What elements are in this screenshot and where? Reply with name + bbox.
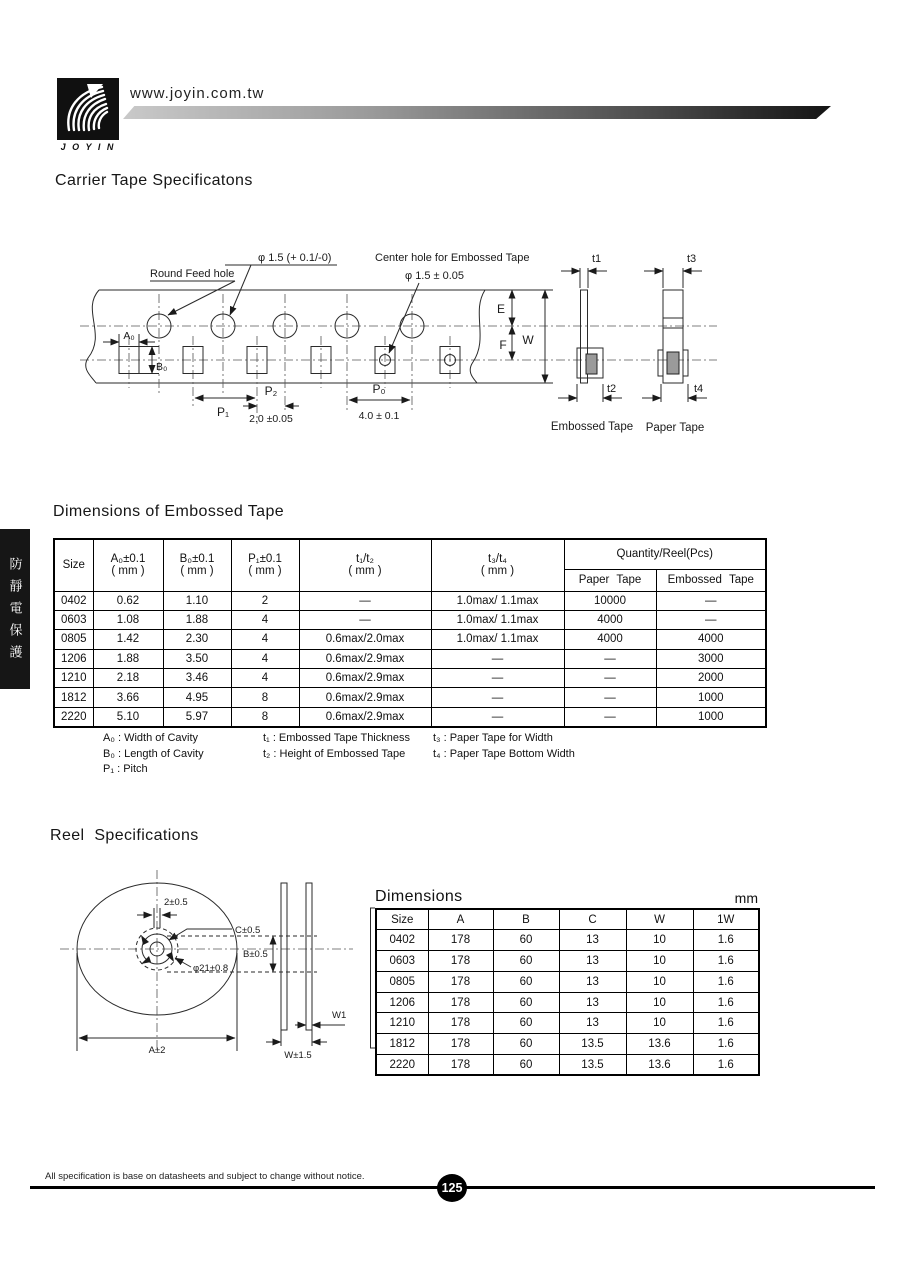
logo-wordmark: J O Y I N (60, 142, 116, 152)
table-cell: 2000 (656, 669, 766, 688)
table-cell: 10000 (564, 591, 656, 610)
svg-text:t3: t3 (687, 253, 697, 265)
table-cell: 178 (428, 951, 493, 972)
header-gradient-bar (123, 106, 831, 119)
table-cell: 178 (428, 1034, 493, 1055)
reel-dimensions-table (375, 908, 760, 1076)
table-cell: 1.08 (93, 610, 163, 629)
svg-text:Paper Tape: Paper Tape (645, 422, 705, 434)
table-cell: 178 (428, 1013, 493, 1034)
table-cell: 1210 (376, 1013, 428, 1034)
table-cell: 60 (493, 1013, 559, 1034)
table-cell: 1.6 (693, 1034, 759, 1055)
table-cell: — (431, 669, 564, 688)
paper-tape-side-view (642, 253, 707, 434)
table-cell: 1.10 (163, 591, 231, 610)
table-cell: 1.6 (693, 1055, 759, 1076)
svg-text:2±0.5: 2±0.5 (164, 897, 188, 908)
center-hole-diameter-label: φ 1.5 ± 0.05 (405, 270, 465, 282)
table-row (376, 1034, 759, 1055)
reel-dimensions-unit: mm (734, 890, 758, 906)
table-cell: 13.5 (559, 1034, 626, 1055)
table-cell: 178 (428, 971, 493, 992)
svg-text:P₁: P₁ (216, 405, 230, 419)
table-cell: 0603 (54, 610, 93, 629)
construction-lines (129, 294, 450, 424)
footnote-line: P₁ : Pitch (103, 763, 148, 775)
embossed-tape-side-view (551, 253, 633, 433)
table-cell: 1.42 (93, 630, 163, 649)
feed-hole-diameter-label: φ 1.5 (+ 0.1/-0) (258, 252, 332, 264)
table-cell: 4 (231, 669, 299, 688)
svg-text:W1: W1 (332, 1010, 347, 1021)
reel-dimensions-title: Dimensions (375, 888, 463, 905)
w-dimension (266, 1030, 327, 1061)
table-cell: 4.95 (163, 688, 231, 707)
svg-text:W: W (522, 333, 534, 347)
table-cell: — (431, 688, 564, 707)
table-cell: 0.6max/2.0max (299, 630, 431, 649)
hub-slot-dimension (137, 897, 188, 915)
carrier-tape-title: Carrier Tape Specificatons (55, 172, 253, 189)
table-cell: 1206 (376, 992, 428, 1013)
p0-dimension (349, 382, 410, 422)
table-cell: — (564, 688, 656, 707)
table-cell: 0.6max/2.9max (299, 649, 431, 668)
col-header-embossed-tape: Embossed Tape (656, 569, 766, 591)
svg-text:F: F (499, 338, 507, 352)
table-cell: 13 (559, 1013, 626, 1034)
reel-side-view (281, 883, 375, 1048)
svg-text:P₂: P₂ (264, 384, 278, 398)
svg-text:E: E (496, 302, 506, 316)
table-row (54, 688, 766, 707)
table-cell: 10 (626, 951, 693, 972)
reel-dimensions-section (375, 884, 758, 1076)
website-url[interactable]: www.joyin.com.tw (130, 85, 265, 102)
table-cell: 3.66 (93, 688, 163, 707)
svg-text:B₀: B₀ (156, 361, 168, 373)
reel-col-size: Size (376, 909, 428, 930)
table-cell: 2.18 (93, 669, 163, 688)
table-cell: 0.62 (93, 591, 163, 610)
efw-dimensions (497, 290, 545, 383)
table-cell: 4 (231, 649, 299, 668)
table-cell: 1000 (656, 688, 766, 707)
table-cell: — (299, 591, 431, 610)
table-cell: 8 (231, 707, 299, 726)
table-cell: 4000 (564, 610, 656, 629)
table-cell: 8 (231, 688, 299, 707)
table-cell: 4000 (656, 630, 766, 649)
col-header-t3t4: t₃/t₄ ( mm ) (431, 539, 564, 591)
table-cell: 13 (559, 971, 626, 992)
table-cell: — (564, 707, 656, 726)
table-row (376, 1055, 759, 1076)
table-cell: 10 (626, 930, 693, 951)
c-dimension (169, 925, 260, 940)
table-cell: — (564, 669, 656, 688)
footnote-column (103, 731, 204, 778)
table-cell: 0.6max/2.9max (299, 669, 431, 688)
footnote-line: t₄ : Paper Tape Bottom Width (433, 747, 575, 760)
table-cell: 4000 (564, 630, 656, 649)
svg-text:4.0 ± 0.1: 4.0 ± 0.1 (358, 410, 400, 422)
table-cell: 1.6 (693, 1013, 759, 1034)
footnote-line: t₂ : Height of Embossed Tape (263, 747, 406, 760)
svg-text:C±0.5: C±0.5 (235, 925, 261, 936)
table-cell: 3000 (656, 649, 766, 668)
reel-col-a: A (428, 909, 493, 930)
table-cell: 1206 (54, 649, 93, 668)
joyin-logo-icon (57, 78, 119, 140)
reel-col-c: C (559, 909, 626, 930)
table-cell: 3.50 (163, 649, 231, 668)
table-cell: 1812 (54, 688, 93, 707)
table-cell: 60 (493, 1034, 559, 1055)
table-cell: 1.0max/ 1.1max (431, 591, 564, 610)
table-cell: 2220 (54, 707, 93, 726)
table-row (376, 930, 759, 951)
table-cell: 0805 (376, 971, 428, 992)
table-cell: 0.6max/2.9max (299, 688, 431, 707)
svg-text:Embossed Tape: Embossed Tape (550, 421, 634, 433)
embossed-tape-table (53, 538, 767, 728)
col-header-size: Size (54, 539, 93, 591)
table-cell: 178 (428, 1055, 493, 1076)
col-header-t1t2: t₁/t₂ ( mm ) (299, 539, 431, 591)
svg-text:t1: t1 (592, 253, 602, 265)
col-header-a0: A₀±0.1 ( mm ) (93, 539, 163, 591)
reel-col-b: B (493, 909, 559, 930)
table-row (54, 630, 766, 649)
p2-dimension (243, 384, 299, 425)
footnote-line: t₁ : Embossed Tape Thickness (263, 732, 410, 744)
page-number-badge: 125 (437, 1174, 467, 1202)
footnote-line: t₃ : Paper Tape for Width (433, 732, 553, 744)
center-hole-label: Center hole for Embossed Tape (375, 252, 530, 264)
table-cell: — (564, 649, 656, 668)
footer-disclaimer: All specification is base on datasheets and subject to change without notice. (45, 1171, 365, 1182)
col-header-paper-tape: Paper Tape (564, 569, 656, 591)
table-row (376, 971, 759, 992)
table-cell: 4 (231, 610, 299, 629)
svg-text:B±0.5: B±0.5 (243, 949, 268, 960)
svg-text:P₀: P₀ (372, 382, 386, 396)
table-cell: 13 (559, 951, 626, 972)
table-cell: 10 (626, 1013, 693, 1034)
table-cell: 1.6 (693, 951, 759, 972)
footnote-column (263, 731, 410, 762)
svg-text:A₀: A₀ (123, 330, 135, 342)
table-row (376, 992, 759, 1013)
col-header-p1: P₁±0.1 ( mm ) (231, 539, 299, 591)
table-cell: 0.6max/2.9max (299, 707, 431, 726)
reel-col-w: W (626, 909, 693, 930)
table-row (54, 591, 766, 610)
table-cell: 1.0max/ 1.1max (431, 610, 564, 629)
table-cell: 1.6 (693, 971, 759, 992)
table-cell: 60 (493, 1055, 559, 1076)
table-cell: 13 (559, 992, 626, 1013)
table-cell: 0805 (54, 630, 93, 649)
table-cell: 1000 (656, 707, 766, 726)
col-header-quantity: Quantity/Reel(Pcs) (564, 539, 766, 569)
table-cell: 2 (231, 591, 299, 610)
table-cell: 13 (559, 930, 626, 951)
table-row (54, 669, 766, 688)
svg-text:t2: t2 (607, 383, 617, 395)
table-cell: 10 (626, 971, 693, 992)
footnote-line: A₀ : Width of Cavity (103, 732, 199, 744)
svg-text:A±2: A±2 (148, 1045, 166, 1056)
table-cell: 5.10 (93, 707, 163, 726)
table-cell: — (431, 707, 564, 726)
table-cell: 1.6 (693, 992, 759, 1013)
footnote-column (433, 731, 575, 762)
table-cell: 1.0max/ 1.1max (431, 630, 564, 649)
table-cell: — (656, 591, 766, 610)
table-cell: 3.46 (163, 669, 231, 688)
table-cell: 1.88 (163, 610, 231, 629)
table-cell: 13.5 (559, 1055, 626, 1076)
table-cell: 2220 (376, 1055, 428, 1076)
table-row (54, 649, 766, 668)
svg-text:W±1.5: W±1.5 (284, 1050, 312, 1061)
carrier-tape-diagram (75, 238, 875, 448)
p1-dimension (195, 398, 255, 419)
table-cell: — (431, 649, 564, 668)
table-row (54, 707, 766, 726)
reel-diagram (55, 858, 375, 1083)
round-feed-hole-label: Round Feed hole (150, 268, 235, 280)
table-cell: 10 (626, 992, 693, 1013)
table-cell: 13.6 (626, 1055, 693, 1076)
table-cell: 4 (231, 630, 299, 649)
table-cell: 178 (428, 992, 493, 1013)
sidebar-category-tab (0, 529, 30, 689)
table-row (376, 951, 759, 972)
table-cell: 1812 (376, 1034, 428, 1055)
reel-col-1w: 1W (693, 909, 759, 930)
table-cell: — (299, 610, 431, 629)
table-cell: 0402 (54, 591, 93, 610)
table-cell: 60 (493, 971, 559, 992)
table-row (376, 1013, 759, 1034)
col-header-b0: B₀±0.1 ( mm ) (163, 539, 231, 591)
svg-text:φ21±0.8: φ21±0.8 (193, 963, 229, 974)
table-cell: 60 (493, 930, 559, 951)
footnote-line: B₀ : Length of Cavity (103, 747, 204, 760)
table-row (54, 610, 766, 629)
table-cell: 0603 (376, 951, 428, 972)
svg-text:t4: t4 (694, 383, 704, 395)
table-cell: 1.6 (693, 930, 759, 951)
table-cell: 1210 (54, 669, 93, 688)
table-cell: 13.6 (626, 1034, 693, 1055)
table-cell: 60 (493, 951, 559, 972)
table-cell: 2.30 (163, 630, 231, 649)
w1-dimension (295, 1010, 346, 1025)
table-cell: 5.97 (163, 707, 231, 726)
svg-text:2.0 ±0.05: 2.0 ±0.05 (249, 413, 293, 425)
embossed-dimensions-title: Dimensions of Embossed Tape (53, 503, 285, 520)
sidebar-category-label: 防靜電保護 (7, 557, 23, 667)
table-cell: 60 (493, 992, 559, 1013)
reel-specifications-title: Reel Specifications (50, 827, 199, 844)
table-cell: — (656, 610, 766, 629)
table-cell: 178 (428, 930, 493, 951)
table-cell: 1.88 (93, 649, 163, 668)
table-cell: 0402 (376, 930, 428, 951)
